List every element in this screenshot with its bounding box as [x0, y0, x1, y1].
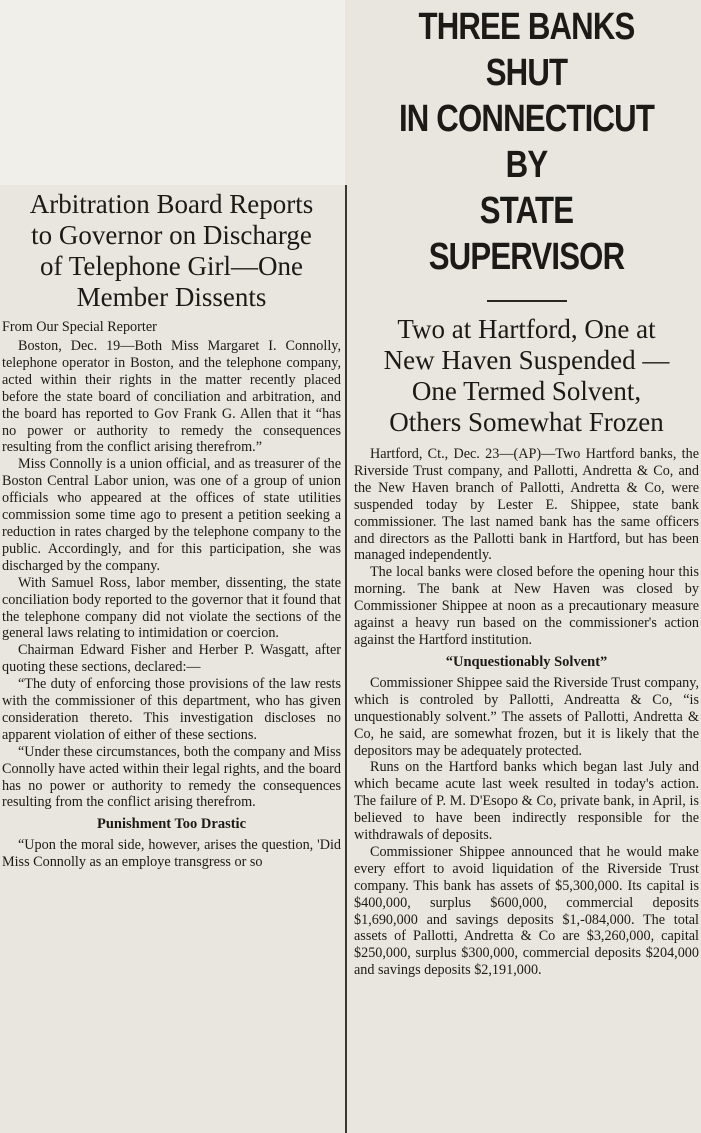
left-subhead: Arbitration Board Reports to Governor on Discharge of Telephone Girl—One Member Dissents [29, 189, 314, 312]
left-article [0, 185, 343, 1133]
paragraph: Commissioner Shippee said the Riverside Trust company, which is controled by Pallotti, Andreatta & Co, “is unquestionably solvent.” The assets of Pallotti, Andretta & Co, he said, are somewhat frozen, but it is likely that the depositors may be adequately protected. [354, 674, 699, 759]
paragraph: Hartford, Ct., Dec. 23—(AP)—Two Hartford banks, the Riverside Trust company, and Pallotti, Andretta & Co, and the New Haven branch of Pallotti, Andretta & Co, were suspended today by Lester E. Shippee, state bank commissioner. The last named bank has the same officers and directors as the Pallotti bank in Hartford, but has been managed independently. [354, 446, 699, 564]
paragraph: “The duty of enforcing those provisions of the law rests with the commissioner of this department, who has given consideration thereto. This investigation discloses no apparent violation of either of these sections. [2, 676, 341, 743]
left-body-2 [2, 837, 341, 871]
paragraph: The local banks were closed before the opening hour this morning. The bank at New Haven was closed by Commissioner Shippee at noon as a precautionary measure against a heavy run based on the commissioner's action against the Hartford institution. [354, 564, 699, 648]
byline: From Our Special Reporter [2, 319, 157, 335]
right-crosshead: “Unquestionably Solvent” [445, 653, 608, 670]
paragraph: Miss Connolly is a union official, and as treasurer of the Boston Central Labor union, was one of a group of union officials who appeared at the offices of state utilities commission some time ago to present a petition seeking a reduction in rates charged by the telephone company to the public. Accordingly, and for this participation, she was discharged by the company. [2, 456, 341, 574]
left-body-1 [2, 338, 341, 811]
paragraph: “Under these circumstances, both the company and Miss Connolly have acted within their legal rights, and the board has no power or authority to remedy the consequences resulting from the conflict arising therefrom. [2, 743, 341, 811]
left-crosshead: Punishment Too Drastic [96, 816, 247, 833]
right-subhead: Two at Hartford, One at New Haven Suspended — One Termed Solvent, Others Somewhat Frozen [383, 314, 670, 437]
paragraph: Commissioner Shippee announced that he would make every effort to avoid liquidation of the Riverside Trust company. This bank has assets of $5,300,000. Its capital is $400,000, surplus $600,000, commercial deposits $1,690,000 and savings deposits $1,-084,000. The total assets of Pallotti, Andretta & Co are $3,260,000, capital $250,000, surplus $300,000, commercial deposits $204,000 and savings deposits $2,191,000. [354, 843, 699, 979]
paragraph: With Samuel Ross, labor member, dissenting, the state conciliation body reported to the governor that it found that the telephone company did not violate the sections of the general laws relating to intimidation or coercion. [2, 574, 341, 642]
right-article [352, 0, 701, 1133]
column-rule [345, 185, 347, 1133]
paragraph: Chairman Edward Fisher and Herber P. Wasgatt, after quoting these sections, declared:— [2, 642, 341, 676]
blank-area [0, 0, 345, 185]
main-headline: THREE BANKS SHUT IN CONNECTICUT BY STATE SUPERVISOR [398, 6, 655, 278]
paragraph: “Upon the moral side, however, arises the question, 'Did Miss Connolly as an employe transgress or so [2, 837, 341, 871]
right-body-1 [354, 446, 699, 649]
right-body-2 [354, 675, 699, 979]
paragraph: Boston, Dec. 19—Both Miss Margaret I. Connolly, telephone operator in Boston, and the telephone company, acted within their rights in the matter recently placed before the state board of conciliation and arbitration, and the board has reported to Gov Frank G. Allen that it “has no power or authority to remedy the consequences resulting from the conflict arising therefrom.” [2, 338, 341, 456]
headline-divider [487, 300, 567, 302]
paragraph: Runs on the Hartford banks which began last July and which became acute last week resulted in today's action. The failure of P. M. D'Esopo & Co, private bank, in April, is believed to have been indirectly responsible for the withdrawals of deposits. [354, 759, 699, 844]
